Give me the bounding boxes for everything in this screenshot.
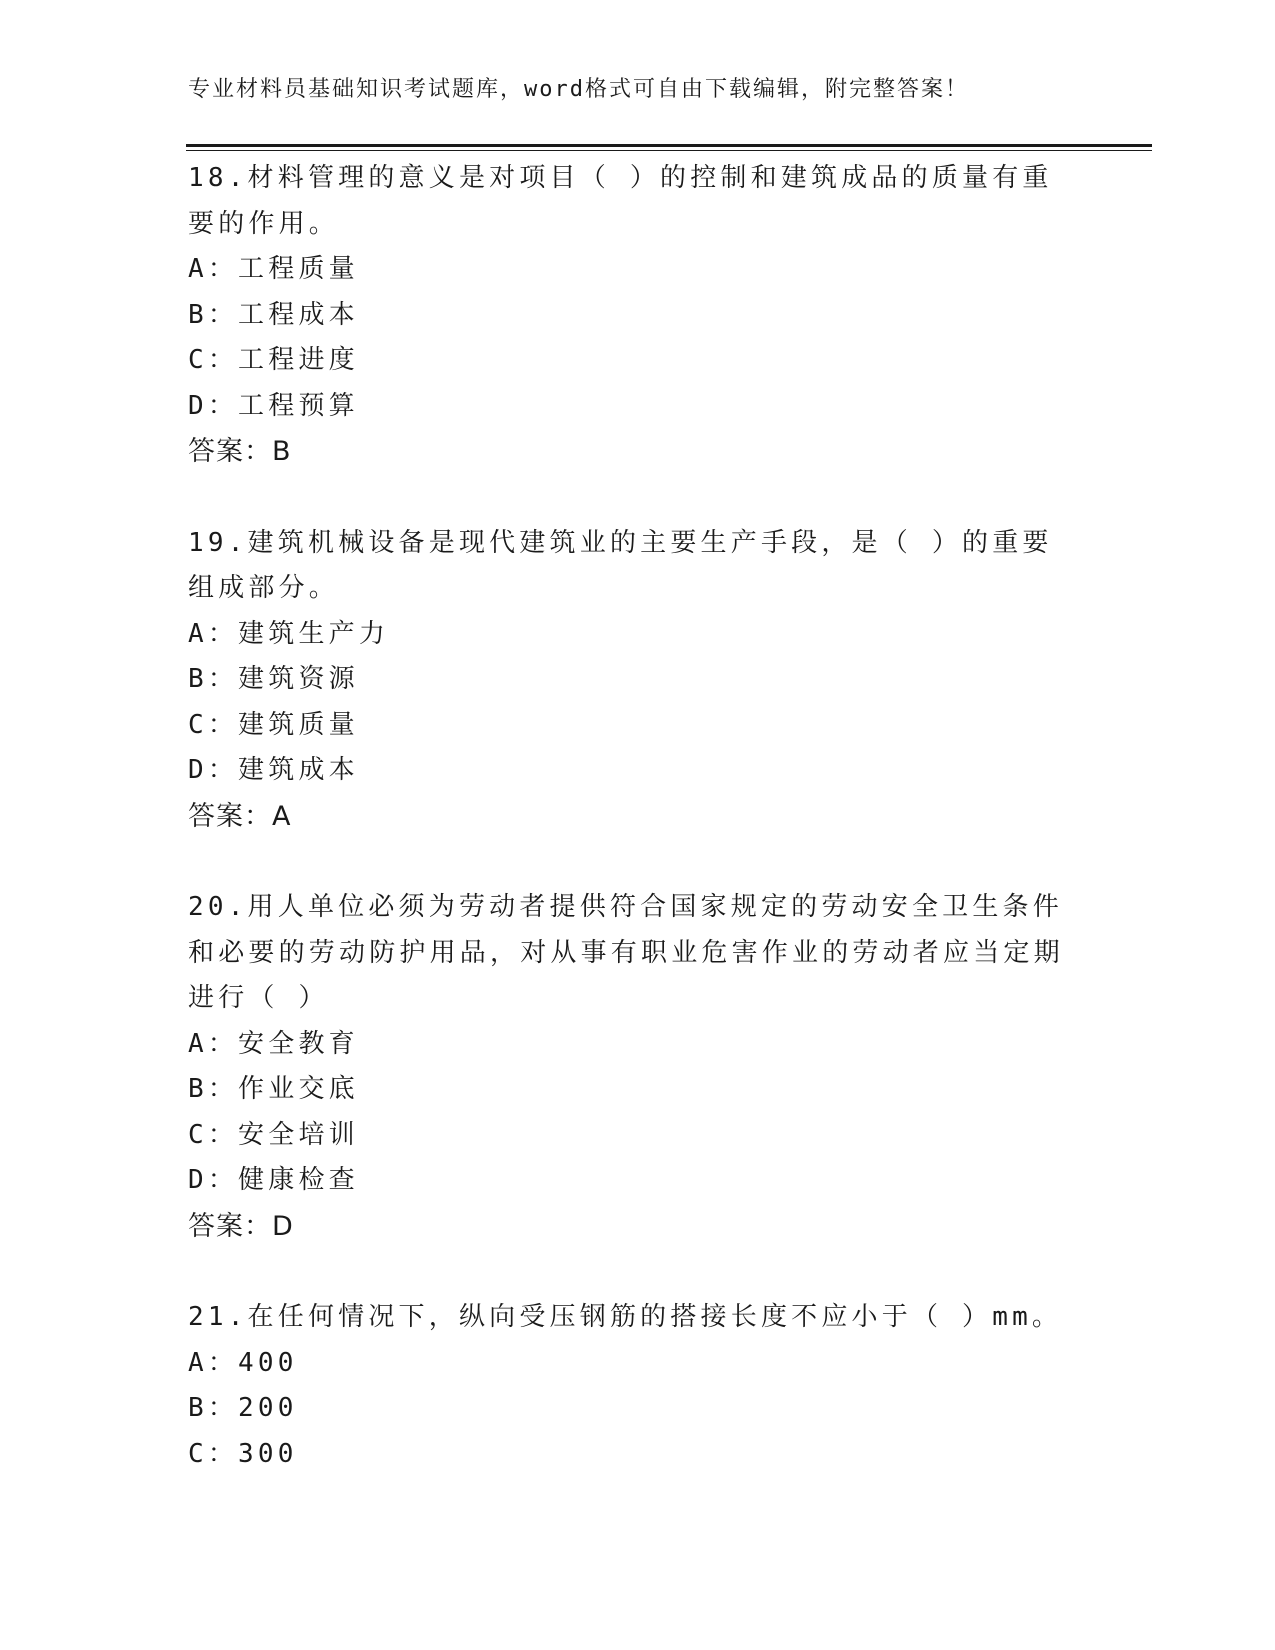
answer: 答案：A: [188, 800, 292, 832]
question-19: [188, 521, 1088, 840]
question-18: [188, 156, 1088, 475]
spacer: [188, 1249, 1088, 1295]
spacer: [188, 475, 1088, 521]
header-rule-thick: [186, 144, 1152, 147]
option-c: C：工程进度: [188, 345, 359, 375]
option-c: C：300: [188, 1438, 298, 1469]
option-b: B：工程成本: [188, 299, 359, 330]
option-a: A：400: [188, 1347, 298, 1378]
option-d: D：健康检查: [188, 1165, 359, 1195]
question-text: 21.在任何情况下，纵向受压钢筋的搭接长度不应小于（ ）mm。: [188, 1302, 1063, 1332]
option-d: D：建筑成本: [188, 755, 359, 785]
answer: 答案：B: [188, 436, 292, 467]
question-text: 19.建筑机械设备是现代建筑业的主要生产手段，是（ ）的重要组成部分。: [188, 527, 1053, 603]
option-c: C：安全培训: [188, 1119, 359, 1150]
option-b: B：建筑资源: [188, 664, 359, 694]
option-a: A：安全教育: [188, 1028, 359, 1059]
option-c: C：建筑质量: [188, 709, 359, 740]
question-list: [188, 156, 1088, 1477]
question-21: [188, 1295, 1088, 1477]
spacer: [188, 839, 1088, 885]
header-rule-thin: [186, 150, 1152, 151]
option-d: D：工程预算: [188, 390, 359, 421]
option-b: B：200: [188, 1393, 298, 1423]
answer: 答案：D: [188, 1210, 294, 1242]
question-20: [188, 885, 1088, 1249]
option-b: B：作业交底: [188, 1074, 359, 1104]
question-text: 20.用人单位必须为劳动者提供符合国家规定的劳动安全卫生条件和必要的劳动防护用品，对从事有职业危害作业的劳动者应当定期进行（ ）: [188, 892, 1064, 1013]
option-a: A：建筑生产力: [188, 618, 390, 649]
option-a: A：工程质量: [188, 254, 359, 284]
question-text: 18.材料管理的意义是对项目（ ）的控制和建筑成品的质量有重要的作用。: [188, 163, 1053, 239]
page-header: 专业材料员基础知识考试题库，word格式可自由下载编辑，附完整答案！: [188, 77, 969, 102]
